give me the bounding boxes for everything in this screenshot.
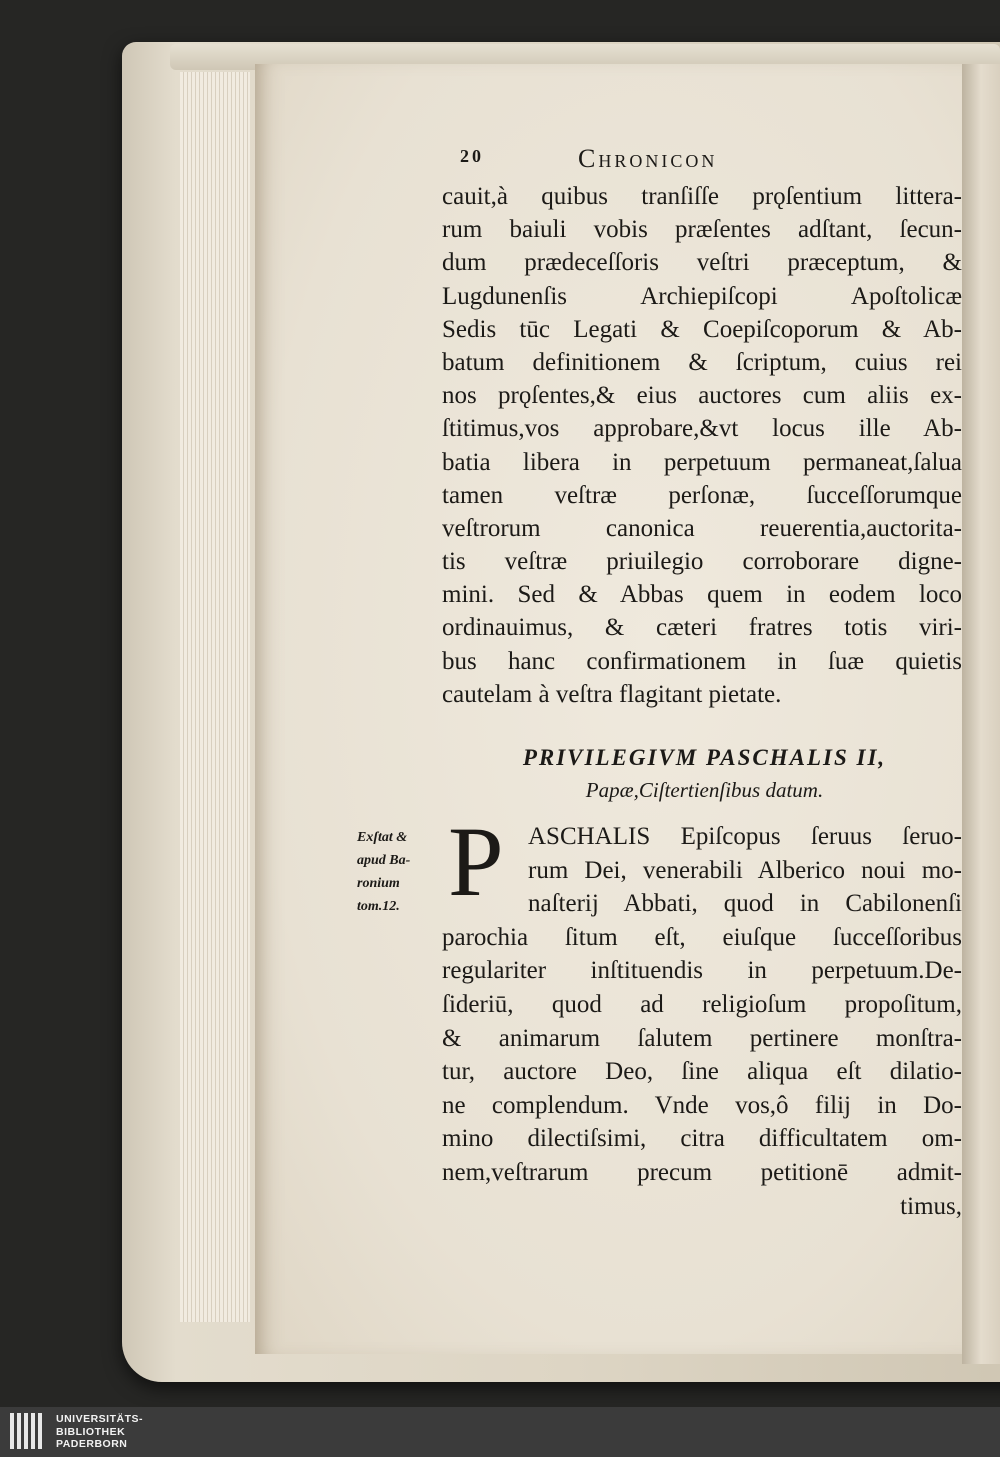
text-line: batia libera in perpetuum permaneat,ſalua: [442, 448, 962, 476]
section-subheading: Papæ,Ciſtertienſibus datum.: [585, 778, 824, 802]
facing-page-edge: [962, 64, 1000, 1364]
running-title: Chronicon: [578, 144, 718, 173]
text-line: mini. Sed & Abbas quem in eodem loco: [442, 581, 962, 609]
text-line: dum prædeceſſoris veſtri præceptum, &: [442, 249, 962, 277]
text-line: rum baiuli vobis præſentes adſtant, ſecun-: [442, 216, 962, 244]
text-line: regulariter inſtituendis in perpetuum.De-: [442, 957, 962, 985]
institution-name-line: PADERBORN: [56, 1438, 128, 1450]
text-line: tamen veſtræ perſonæ, ſucceſſorumque: [442, 481, 962, 509]
institution-name-line: UNIVERSITÄTS-: [56, 1413, 144, 1425]
text-line: cauit,à quibus tranſiſſe prǫſentium littera-: [442, 183, 962, 210]
text-line: bus hanc confirmationem in ſuæ quietis: [442, 647, 962, 675]
library-footer: [0, 1407, 1000, 1457]
text-line: & animarum ſalutem pertinere monſtra-: [442, 1024, 962, 1052]
institution-name: [56, 1413, 143, 1451]
text-line: nem,veſtrarum precum petitionē admit-: [442, 1158, 962, 1186]
text-line: naſterij Abbati, quod in Cabilonenſi: [528, 890, 962, 918]
text-line: tis veſtræ priuilegio corroborare digne-: [442, 548, 962, 576]
catchword: timus,: [900, 1192, 962, 1220]
drop-cap-initial: P: [448, 806, 504, 917]
text-line: Sedis tūc Legati & Coepiſcoporum & Ab-: [442, 315, 962, 343]
text-line: ordinauimus, & cæteri fratres totis viri-: [442, 614, 962, 642]
text-line: rum Dei, venerabili Alberico noui mo-: [528, 856, 962, 884]
text-line: cautelam à veſtra flagitant pietate.: [442, 680, 782, 708]
text-line: ſideriū, quod ad religioſum propoſitum,: [442, 990, 962, 1018]
text-line: tur, auctore Deo, ſine aliqua eſt dilatio-: [442, 1058, 962, 1086]
page-edges: [180, 72, 250, 1322]
section-heading: PRIVILEGIVM PASCHALIS II,: [522, 745, 887, 770]
text-line: parochia ſitum eſt, eiuſque ſucceſſoribus: [442, 923, 962, 951]
text-line: ne complendum. Vnde vos,ô filij in Do-: [442, 1091, 962, 1119]
marginal-note-line: ronium: [357, 876, 400, 891]
page-number: 20: [460, 146, 484, 166]
marginal-note-line: Exſtat &: [357, 830, 408, 845]
text-line: Lugdunenſis Archiepiſcopi Apoſtolicæ: [442, 282, 962, 310]
text-line: nos prǫſentes,& eius auctores cum aliis ex-: [442, 382, 962, 410]
page-header: [460, 144, 840, 178]
body-text-second: [442, 820, 962, 1223]
text-line: ASCHALIS Epiſcopus ſeruus ſeruo-: [528, 823, 962, 850]
institution-name-line: BIBLIOTHEK: [56, 1425, 126, 1438]
text-line: ſtitimus,vos approbare,&vt locus ille Ab-: [442, 415, 962, 443]
body-text-first: [442, 180, 962, 711]
text-line: batum definitionem & ſcriptum, cuius rei: [442, 348, 962, 376]
marginal-note: [357, 826, 437, 918]
text-line: mino dilectiſsimi, citra difficultatem om-: [442, 1125, 962, 1153]
library-logo-icon: [10, 1413, 48, 1451]
text-line: veſtrorum canonica reuerentia,auctorita-: [442, 514, 962, 542]
marginal-note-line: apud Ba-: [357, 853, 411, 868]
marginal-note-line: tom.12.: [357, 899, 400, 914]
